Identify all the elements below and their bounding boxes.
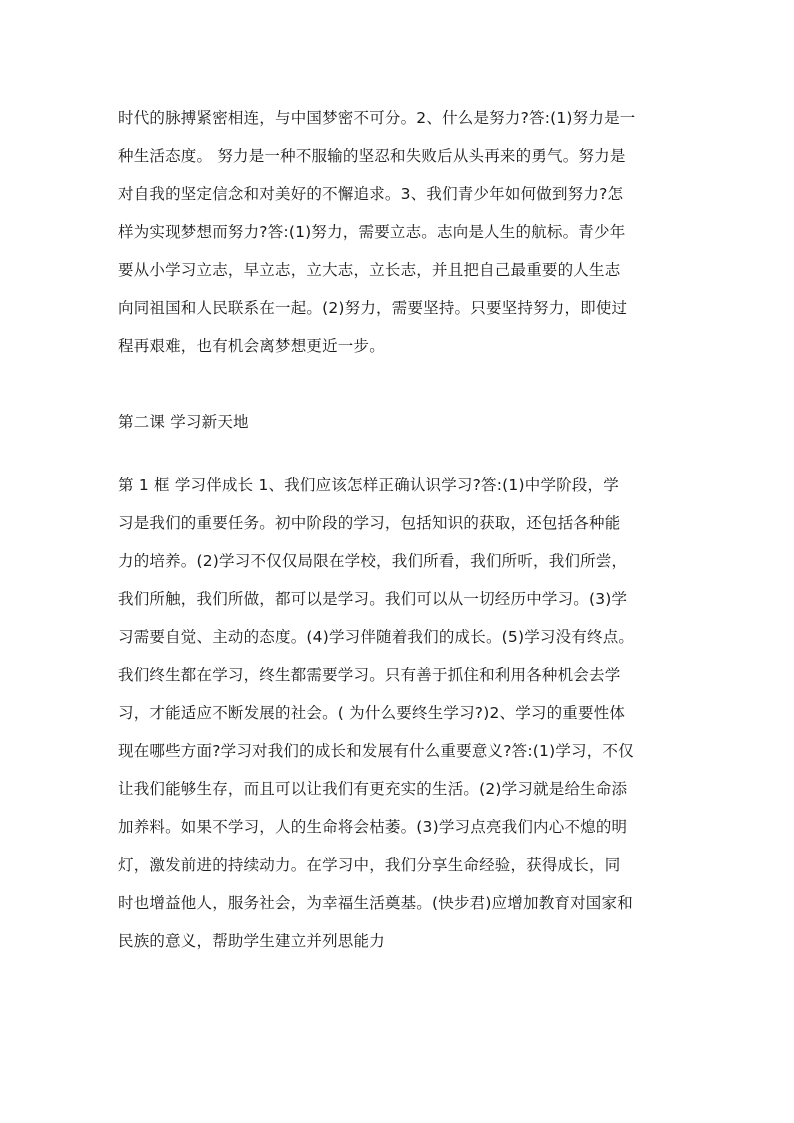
- text-line: 时代的脉搏紧密相连，与中国梦密不可分。2、什么是努力?答:(1)努力是一: [118, 109, 636, 127]
- text-line: 现在哪些方面?学习对我们的成长和发展有什么重要意义?答:(1)学习，不仅: [118, 742, 634, 760]
- text-line: 种生活态度。 努力是一种不服输的坚忍和失败后从头再来的勇气。努力是: [118, 147, 626, 165]
- text-line: 加养料。如果不学习，人的生命将会枯萎。(3)学习点亮我们内心不熄的明: [118, 818, 628, 836]
- text-line: 向同祖国和人民联系在一起。(2)努力，需要坚持。只要坚持努力，即使过: [118, 299, 628, 317]
- text-line: 我们终生都在学习，终生都需要学习。只有善于抓住和利用各种机会去学: [118, 666, 621, 684]
- text-line: 要从小学习立志，早立志，立大志，立长志，并且把自己最重要的人生志: [118, 261, 621, 279]
- text-line: 对自我的坚定信念和对美好的不懈追求。3、我们青少年如何做到努力?怎: [118, 185, 624, 203]
- text-line: 力的培养。(2)学习不仅仅局限在学校，我们所看，我们所听，我们所尝，: [118, 552, 628, 570]
- text-line: 习，才能适应不断发展的社会。( 为什么要终生学习?)2、学习的重要性体: [118, 704, 626, 722]
- text-line: 习是我们的重要任务。初中阶段的学习，包括知识的获取，还包括各种能: [118, 514, 621, 532]
- text-line: 时也增益他人，服务社会，为幸福生活奠基。(快步君)应增加教育对国家和: [118, 894, 633, 912]
- section-heading: 第二课 学习新天地: [118, 413, 249, 431]
- text-line: 民族的意义，帮助学生建立并列思能力: [118, 932, 385, 950]
- text-line: 习需要自觉、主动的态度。(4)学习伴随着我们的成长。(5)学习没有终点。: [118, 628, 635, 646]
- text-line: 我们所触，我们所做，都可以是学习。我们可以从一切经历中学习。(3)学: [118, 590, 628, 608]
- text-line: 第 1 框 学习伴成长 1、我们应该怎样正确认识学习?答:(1)中学阶段，学: [118, 476, 619, 494]
- text-line: 程再艰难，也有机会离梦想更近一步。: [118, 337, 385, 355]
- text-line: 让我们能够生存，而且可以让我们有更充实的生活。(2)学习就是给生命添: [118, 780, 628, 798]
- text-line: 灯，激发前进的持续动力。在学习中，我们分享生命经验，获得成长，同: [118, 856, 621, 874]
- text-line: 样为实现梦想而努力?答:(1)努力，需要立志。志向是人生的航标。青少年: [118, 223, 626, 241]
